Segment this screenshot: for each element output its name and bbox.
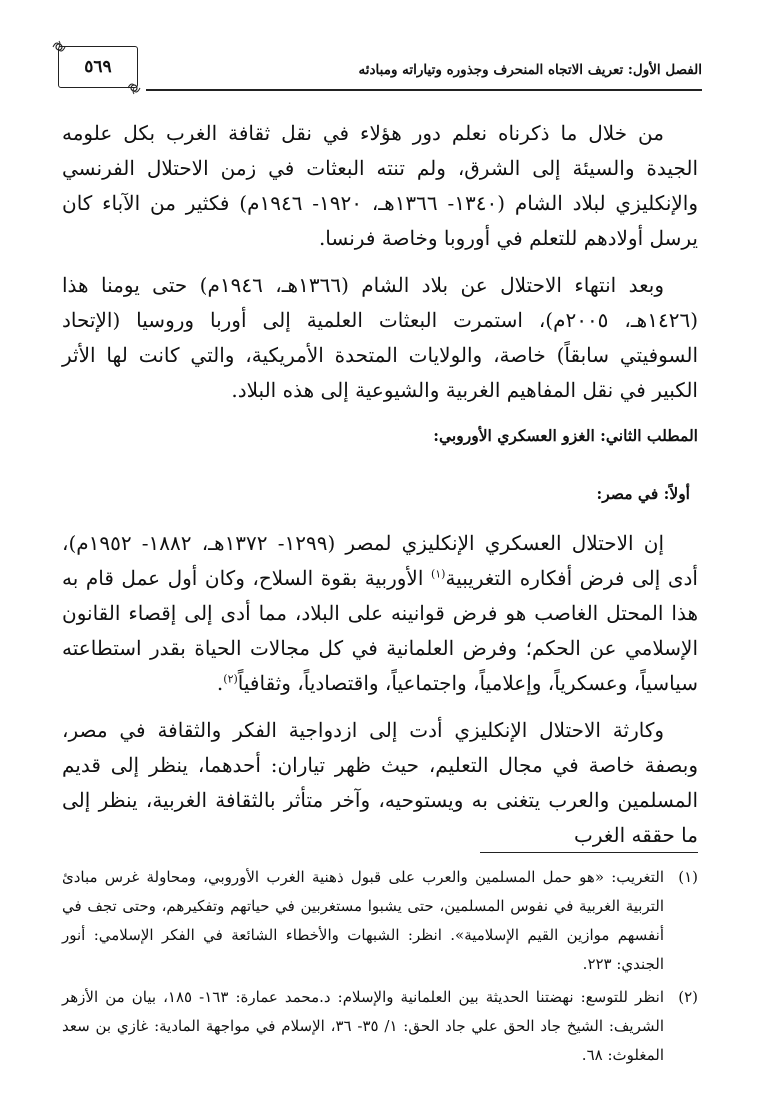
flourish-ornament-icon	[126, 80, 142, 96]
page-header	[58, 38, 702, 94]
footnote-ref[interactable]: (٢)	[223, 672, 238, 686]
footnote-ref[interactable]: (١)	[430, 567, 446, 581]
subsection-heading: أولاً: في مصر:	[596, 484, 690, 503]
page-number: ٥٦٩	[84, 57, 112, 77]
paragraph-text: إن الاحتلال العسكري الإنكليزي لمصر (١٢٩٩- ١٣٧٢هـ، ١٨٨٢- ١٩٥٢م)، أدى إلى فرض أفكاره التغريبية	[62, 531, 698, 590]
paragraph-text: الأوربية بقوة السلاح، وكان أول عمل قام به هذا المحتل الغاصب هو فرض قوانينه على البلاد، مما أدى إلى إقصاء القانون الإسلامي عن الحكم؛ وفرض العلمانية في كل مجالات الحياة بقدر استطاعته سياسياً، وعسكرياً، وإعلامياً، واجتماعياً، واقتصادياً، وثقافياً	[62, 566, 698, 695]
footnotes	[62, 852, 698, 1074]
footnote-number: (٢)	[678, 988, 698, 1006]
footnote	[62, 983, 698, 1070]
footnote	[62, 863, 698, 979]
main-text	[62, 116, 698, 865]
paragraph-text: .	[216, 671, 224, 695]
section-heading: المطلب الثاني: الغزو العسكري الأوروبي:	[433, 426, 698, 445]
footnote-rule	[480, 852, 698, 853]
paragraph: من خلال ما ذكرناه نعلم دور هؤلاء في نقل ثقافة الغرب بكل علومه الجيدة والسيئة إلى الشرق، ولم تنته البعثات في زمن الاحتلال الفرنسي والإنكليزي لبلاد الشام (١٣٤٠- ١٣٦٦هـ، ١٩٢٠- ١٩٤٦م) فكثير من الآباء كان يرسل أولادهم للتعلم في أوروبا وخاصة فرنسا.	[62, 121, 699, 250]
paragraph: وبعد انتهاء الاحتلال عن بلاد الشام (١٣٦٦هـ، ١٩٤٦م) حتى يومنا هذا (١٤٢٦هـ، ٢٠٠٥م)، استمرت البعثات العلمية إلى أوربا وروسيا (الإتحاد السوفيتي سابقاً) خاصة، والولايات المتحدة الأمريكية، والتي كانت لها الأثر الكبير في نقل المفاهيم الغربية والشيوعية إلى هذه البلاد.	[62, 273, 698, 402]
header-rule	[146, 89, 702, 91]
footnote-text: انظر للتوسع: نهضتنا الحديثة بين العلمانية والإسلام: د.محمد عمارة: ١٦٣- ١٨٥، بيان من الأزهر الشريف: الشيخ جاد الحق علي جاد الحق: ١/ ٣٥- ٣٦، الإسلام في مواجهة المادية: غازي بن سعد المغلوث: ٦٨.	[62, 988, 664, 1064]
footnote-text: التغريب: «هو حمل المسلمين والعرب على قبول ذهنية الغرب الأوروبي، ومحاولة غرس مبادئ التربية الغربية في نفوس المسلمين، حتى يشبوا مستغربين في حياتهم وتفكيرهم، وحتى تجف في أنفسهم موازين القيم الإسلامية». انظر: الشبهات والأخطاء الشائعة في الفكر الإسلامي: أنور الجندي: ٢٢٣.	[62, 868, 664, 973]
running-title: الفصل الأول: تعريف الاتجاه المنحرف وجذوره وتياراته ومبادئه	[358, 62, 702, 78]
flourish-ornament-icon	[51, 39, 67, 55]
paragraph	[62, 526, 698, 701]
footnote-number: (١)	[678, 868, 698, 886]
paragraph: وكارثة الاحتلال الإنكليزي أدت إلى ازدواجية الفكر والثقافة في مصر، وبصفة خاصة في مجال التعليم، حيث ظهر تياران: أحدهما، ينظر إلى قديم المسلمين والعرب يتغنى به ويستوحيه، وآخر متأثر بالثقافة الغربية، ينظر إلى ما حققه الغرب	[62, 718, 698, 847]
